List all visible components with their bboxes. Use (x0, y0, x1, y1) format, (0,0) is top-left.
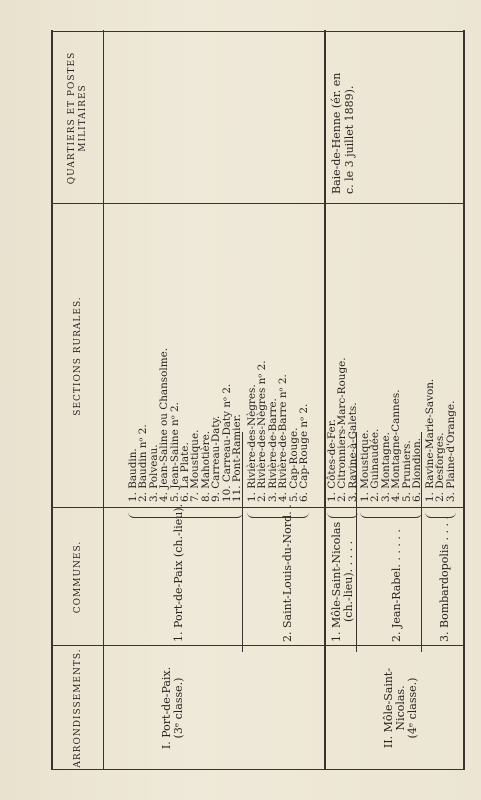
table-right-rule (51, 31, 465, 32)
arrondissement-name: II. Môle-Saint- (382, 667, 395, 749)
section-rurale-item: 4. Montagne-Cannes. (390, 389, 403, 502)
arrondissement-name-line2: Nicolas. (394, 685, 407, 731)
commune-name: 3. Bombardopolis . . . . (438, 516, 451, 642)
arrondissement-classe: (4ᵉ classe.) (406, 677, 419, 739)
arrondissement-classe: (3ᵉ classe.) (172, 677, 185, 739)
section-rurale-item: 1. Rivière-des-Nègres. (246, 384, 258, 502)
commune-name: 1. Môle-Saint-Nicolas (330, 521, 343, 642)
column-rule-3 (51, 203, 465, 204)
section-rurale-item: 1. Baudin. (127, 448, 139, 502)
section-rurale-item: 1. Côtes-de-Fer. (326, 419, 338, 502)
brace-mark (360, 509, 422, 518)
section-rurale-item: 2. Guinaudée. (369, 428, 382, 502)
brace-mark (425, 509, 456, 518)
section-rurale-item: 6. Diondion. (411, 437, 423, 502)
section-rurale-item: 3. Rivière-de-Barre. (266, 398, 279, 502)
section-rurale-item: 11. Pont-Ramier. (231, 414, 243, 502)
section-rurale-item: 2. Desforges. (434, 432, 447, 502)
commune-name: 1. Port-de-Paix (ch.-lieu). (172, 503, 185, 642)
section-rurale-item: 1. Ravine-Marie-Savon. (424, 378, 436, 502)
section-rurale-item: 2. Citronniers-Marc-Rouge. (336, 357, 349, 502)
section-rurale-item: 6. La Plate. (179, 442, 191, 502)
section-rurale-item: 8. Mahotière. (199, 430, 212, 502)
header-bottom-rule (103, 30, 104, 770)
section-rurale-item: 5. Jean-Saline nᵒ 2. (168, 402, 181, 502)
table-bottom-rule (463, 30, 465, 770)
section-rurale-item: 4. Rivière-de-Barre nᵒ 2. (277, 374, 290, 502)
header-arrondissements: ARRONDISSEMENTS. (72, 648, 83, 768)
rotated-table (51, 30, 465, 770)
section-rurale-item: 4. Jean-Saline ou Chansolme. (158, 347, 171, 502)
section-rurale-item: 9. Carreau-Daty. (210, 415, 223, 502)
brace-mark (128, 509, 243, 518)
section-rurale-item: 3. Montagne. (379, 432, 392, 502)
header-communes: COMMUNES. (72, 540, 83, 614)
arrondissement-separator (324, 30, 326, 770)
header-quartiers: QUARTIERS ET POSTES MILITAIRES (67, 51, 88, 185)
commune-name-line2: (ch.-lieu). . . . . (342, 540, 355, 622)
brace-mark (247, 509, 309, 518)
section-rurale-item: 7. Moustique. (189, 429, 202, 502)
section-rurale-item: 10. Carreau-Daty nᵒ 2. (220, 383, 233, 502)
section-rurale-item: 1. Moustique. (359, 429, 371, 502)
section-rurale-item: 2. Baudin nᵒ 2. (137, 424, 150, 502)
brace-mark (327, 509, 358, 518)
section-rurale-item: 3. Ravine-à-Galets. (346, 402, 359, 502)
quartier-text: c. le 3 juillet 1889). (343, 85, 356, 194)
table-top-rule (51, 30, 53, 770)
commune-separator (242, 432, 243, 652)
header-sections-rurales: SECTIONS RURALES. (72, 296, 83, 416)
section-rurale-item: 3. Polveau. (147, 444, 160, 502)
commune-name: 2. Saint-Louis-du-Nord. . (281, 504, 294, 642)
section-rurale-item: 3. Plaine-d'Orange. (444, 400, 457, 502)
column-rule-2 (51, 507, 465, 508)
section-rurale-item: 6. Cap-Rouge nᵒ 2. (298, 403, 310, 502)
section-rurale-item: 2. Rivière-des-Nègres nᵒ 2. (256, 360, 269, 502)
quartier-text: Baie-de-Henne (ér. en (330, 72, 343, 194)
arrondissement-name: I. Port-de-Paix. (160, 666, 173, 750)
commune-name: 2. Jean-Rabel. . . . . . (390, 529, 403, 642)
section-rurale-item: 5. Cap-Rouge. (287, 427, 300, 502)
section-rurale-item: 5. Pruniers. (400, 440, 413, 502)
